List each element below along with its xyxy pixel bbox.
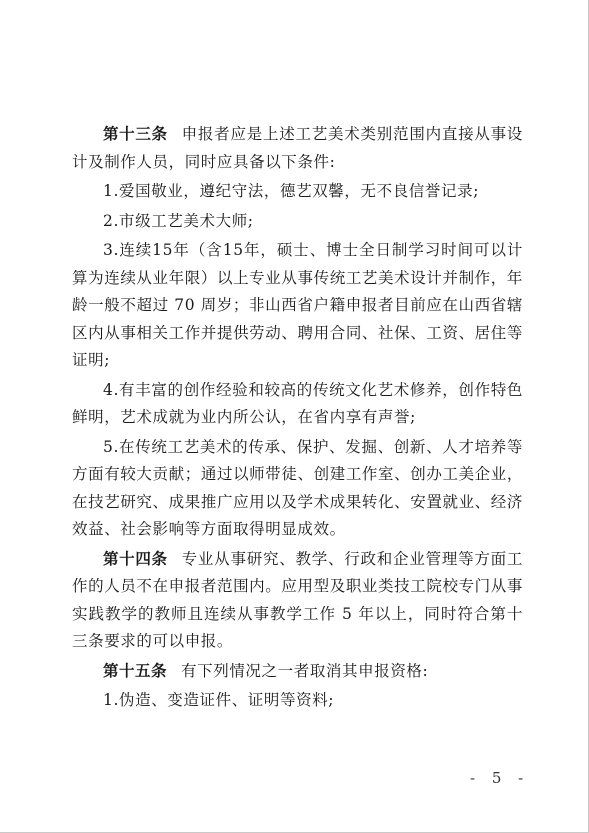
disqualify-1-text: 1.伪造、变造证件、证明等资料; <box>103 691 335 709</box>
article-13-paragraph <box>72 121 523 176</box>
condition-3-text: 3.连续15年（含15年，硕士、博士全日制学习时间可以计算为连续从业年限）以上专业从事传统工艺美术设计并制作，年龄一般不超过 70 周岁；非山西省户籍申报者目前应在山西省辖区内从事相关工作并提供劳动、聘用合同、社保、工资、居住等证明; <box>72 241 523 369</box>
condition-5-text: 5.在传统工艺美术的传承、保护、发掘、创新、人才培养等方面有较大贡献；通过以师带徒、创建工作室、创办工美企业，在技艺研究、成果推广应用以及学术成果转化、安置就业、经济效益、社会影响等方面取得明显成效。 <box>72 437 523 538</box>
article-14-title: 第十四条 <box>103 549 168 568</box>
article-15-text: 有下列情况之一者取消其申报资格: <box>181 661 429 680</box>
page-number: - 5 - <box>470 769 530 787</box>
condition-4-paragraph <box>72 377 523 432</box>
condition-1-paragraph <box>72 178 523 206</box>
condition-1-text: 1.爱国敬业，遵纪守法，德艺双馨，无不良信誉记录; <box>103 182 480 200</box>
article-15-title: 第十五条 <box>103 661 168 680</box>
article-15-paragraph <box>72 658 523 686</box>
article-13-title: 第十三条 <box>103 125 168 143</box>
disqualify-1-paragraph <box>72 687 523 715</box>
condition-4-text: 4.有丰富的创作经验和较高的传统文化艺术修养，创作特色鲜明，艺术成就为业内所公认，在省内享有声誉; <box>72 380 523 426</box>
article-14-text: 专业从事研究、教学、行政和企业管理等方面工作的人员不在申报者范围内。应用型及职业类技工院校专门从事实践教学的教师且连续从事教学工作 5 年以上，同时符合第十三条要求的可以申报。 <box>72 549 523 650</box>
condition-5-paragraph <box>72 434 523 544</box>
document-body <box>72 121 523 717</box>
condition-2-paragraph <box>72 208 523 236</box>
article-14-paragraph <box>72 546 523 656</box>
article-13-text: 申报者应是上述工艺美术类别范围内直接从事设计及制作人员，同时应具备以下条件: <box>72 125 523 171</box>
condition-3-paragraph <box>72 237 523 375</box>
condition-2-text: 2.市级工艺美术大师; <box>103 211 254 230</box>
